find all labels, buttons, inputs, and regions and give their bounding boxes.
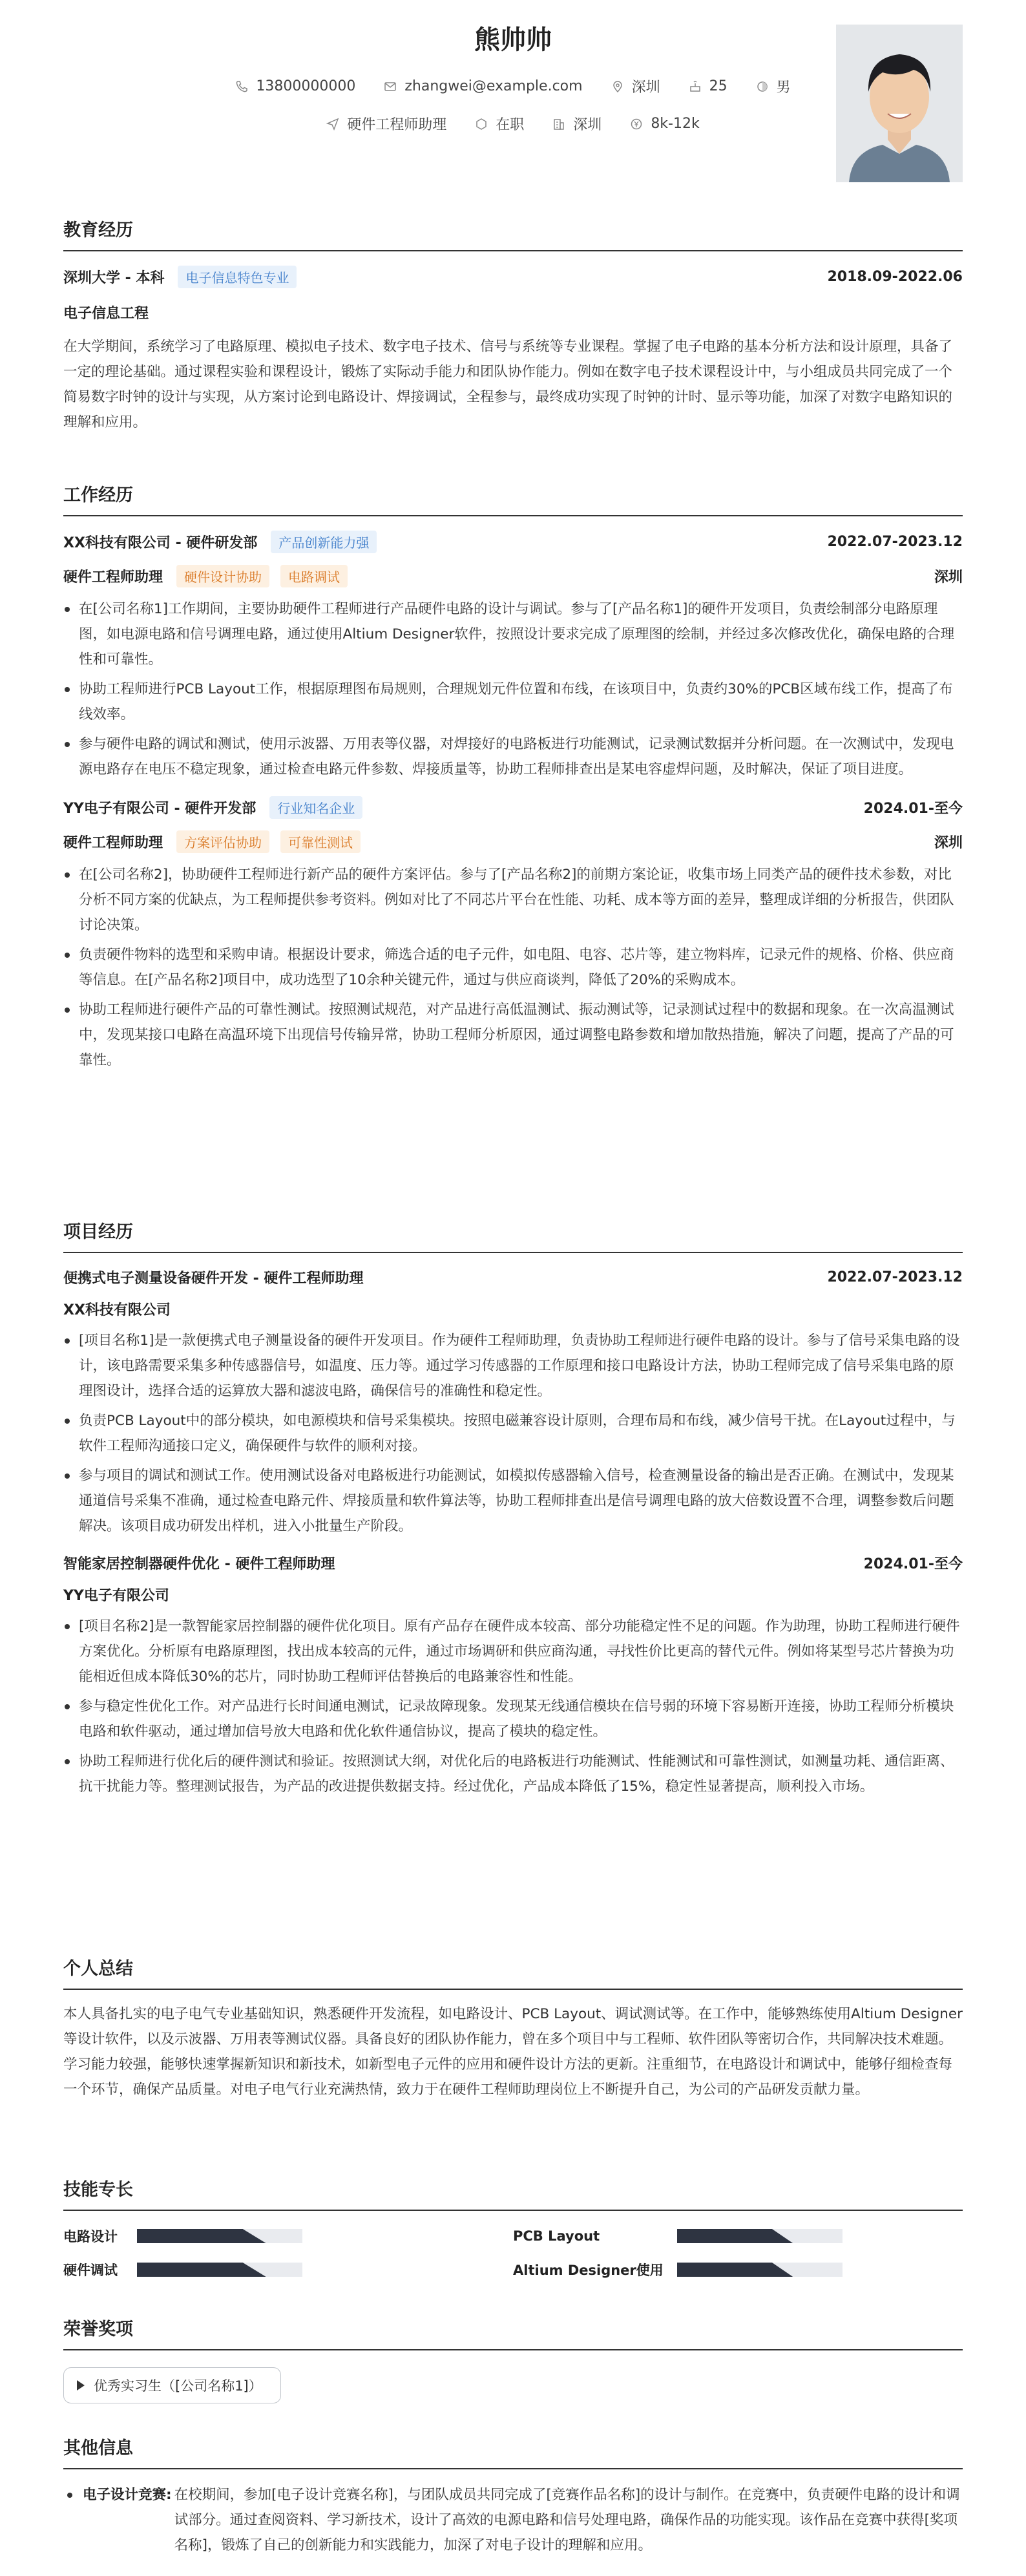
project-entry xyxy=(63,1553,963,1799)
project-bullet: [项目名称2]是一款智能家居控制器的硬件优化项目。原有产品存在硬件成本较高、部分功能稳定性不足的问题。作为助理，协助工程师进行硬件方案优化。分析原有电路原理图，找出成本较高的元件，通过市场调研和供应商沟通，寻找性价比更高的替代元件。例如将某型号芯片替换为功能相近但成本降低30%的芯片，同时协助工程师评估替换后的电路兼容性和性能。 xyxy=(63,1614,963,1689)
skill-item xyxy=(63,2260,513,2279)
job-role: 硬件工程师助理 xyxy=(63,835,163,851)
job-city: 深圳 xyxy=(934,569,963,586)
job-role-row xyxy=(63,830,963,853)
contact-row xyxy=(63,76,963,96)
education-header-row xyxy=(63,266,963,288)
skill-bar xyxy=(137,2263,302,2277)
project-header-row xyxy=(63,1267,963,1287)
project-company: XX科技有限公司 xyxy=(63,1302,171,1318)
salary-text: 8k-12k xyxy=(651,116,700,132)
awards-section xyxy=(63,2315,963,2403)
project-name: 智能家居控制器硬件优化 - 硬件工程师助理 xyxy=(63,1556,335,1572)
project-bullets xyxy=(63,1328,963,1539)
school-name: 深圳大学 - 本科 xyxy=(63,270,165,286)
other-item-label: 电子设计竞赛: xyxy=(83,2487,172,2503)
cake-icon xyxy=(689,80,702,93)
section-title-projects: 项目经历 xyxy=(63,1218,963,1253)
job-city: 深圳 xyxy=(934,835,963,851)
skill-name: 硬件调试 xyxy=(63,2263,118,2278)
major-name: 电子信息工程 xyxy=(63,306,149,322)
send-icon xyxy=(326,118,339,131)
gender-text: 男 xyxy=(776,79,791,96)
job-skill-tag: 可靠性测试 xyxy=(280,830,361,853)
other-item-text: 在校期间，参加[电子设计竞赛名称]，与团队成员共同完成了[竞赛作品名称]的设计与制作。在竞赛中，负责硬件电路的设计和调试部分。通过查阅资料、学习新技术，设计了高效的电源电路和信号处理电路，确保作品的功能实现。该作品在竞赛中获得[奖项名称]，锻炼了自己的创新能力和实践能力，加深了对电子设计的理解和应用。 xyxy=(174,2487,960,2553)
hexagon-icon xyxy=(475,118,488,131)
skill-name: 电路设计 xyxy=(63,2229,118,2244)
city-text: 深圳 xyxy=(631,79,660,96)
skill-name: Altium Designer使用 xyxy=(513,2263,664,2278)
job-skill-tag: 电路调试 xyxy=(280,565,348,587)
status-item xyxy=(475,114,524,134)
skill-bar-fill xyxy=(137,2229,266,2243)
gender-item xyxy=(756,76,791,96)
job-bullets xyxy=(63,596,963,782)
work-city-item xyxy=(552,114,602,134)
location-icon xyxy=(611,80,624,93)
play-triangle-icon xyxy=(77,2380,85,2391)
summary-section xyxy=(63,1954,963,2102)
other-item xyxy=(63,2482,963,2558)
project-date: 2022.07-2023.12 xyxy=(827,1269,963,1285)
section-title-other: 其他信息 xyxy=(63,2434,963,2469)
job-date: 2024.01-至今 xyxy=(863,801,963,817)
education-description: 在大学期间，系统学习了电路原理、模拟电子技术、数字电子技术、信号与系统等专业课程。掌握了电子电路的基本分析方法和设计原理，具备了一定的理论基础。通过课程实验和课程设计，锻炼了实际动手能力和团队协作能力。例如在数字电子技术课程设计中，与小组成员共同完成了一个简易数字时钟的设计与实现，从方案讨论到电路设计、焊接调试，全程参与，最终成功实现了时钟的计时、显示等功能，加深了对数字电路知识的理解和应用。 xyxy=(63,339,953,430)
job-company-tag: 产品创新能力强 xyxy=(271,531,377,553)
skill-name: PCB Layout xyxy=(513,2228,600,2244)
job-bullet: 负责硬件物料的选型和采购申请。根据设计要求，筛选合适的电子元件，如电阻、电容、芯片等，建立物料库，记录元件的规格、价格、供应商等信息。在[产品名称2]项目中，成功选型了10余种关键元件，通过与供应商谈判，降低了20%的采购成本。 xyxy=(63,942,963,993)
phone-item xyxy=(235,78,355,94)
job-company-tag: 行业知名企业 xyxy=(269,796,362,819)
skill-item xyxy=(513,2226,963,2246)
section-title-skills: 技能专长 xyxy=(63,2175,963,2211)
job-bullet: 在[公司名称2]，协助硬件工程师进行新产品的硬件方案评估。参与了[产品名称2]的前期方案论证，收集市场上同类产品的硬件技术参数，对比分析不同方案的优缺点，为工程师提供参考资料。例如对比了不同芯片平台在性能、功耗、成本等方面的差异，整理成详细的分析报告，供团队讨论决策。 xyxy=(63,862,963,938)
project-bullet: [项目名称1]是一款便携式电子测量设备的硬件开发项目。作为硬件工程师助理，负责协助工程师进行硬件电路的设计。参与了信号采集电路的设计，该电路需要采集多种传感器信号，如温度、压力等。通过学习传感器的工作原理和接口电路设计方法，协助工程师完成了信号采集电路的原理图设计，选择合适的运算放大器和滤波电路，确保信号的准确性和稳定性。 xyxy=(63,1328,963,1404)
job-company: YY电子有限公司 - 硬件开发部 xyxy=(63,801,256,817)
job-role-row xyxy=(63,565,963,587)
job-bullet: 协助工程师进行硬件产品的可靠性测试。按照测试规范，对产品进行高低温测试、振动测试等，记录测试过程中的数据和现象。在一次高温测试中，发现某接口电路在高温环境下出现信号传输异常，协助工程师分析原因，通过调整电路参数和增加散热措施，解决了问题，提高了产品的可靠性。 xyxy=(63,997,963,1073)
email-text: zhangwei@example.com xyxy=(404,78,583,94)
skill-bar-fill xyxy=(677,2263,793,2277)
projects-section xyxy=(63,1218,963,1804)
email-item xyxy=(384,78,582,94)
phone-icon xyxy=(235,80,248,93)
education-date: 2018.09-2022.06 xyxy=(827,269,963,285)
phone-text: 13800000000 xyxy=(256,78,356,94)
avatar-illustration xyxy=(836,25,963,182)
skill-bar xyxy=(677,2229,843,2243)
education-tag: 电子信息特色专业 xyxy=(178,266,297,288)
resume-header xyxy=(63,0,963,194)
project-bullet: 负责PCB Layout中的部分模块，如电源模块和信号采集模块。按照电磁兼容设计原则，合理布局和布线，减少信号干扰。在Layout过程中，与软件工程师沟通接口定义，确保硬件与软件的顺利对接。 xyxy=(63,1408,963,1459)
age-item xyxy=(689,78,728,94)
project-name: 便携式电子测量设备硬件开发 - 硬件工程师助理 xyxy=(63,1271,364,1287)
gender-icon xyxy=(756,80,769,93)
job-entry xyxy=(63,796,963,1073)
job-role: 硬件工程师助理 xyxy=(63,569,163,586)
project-bullet: 参与稳定性优化工作。对产品进行长时间通电测试，记录故障现象。发现某无线通信模块在信号弱的环境下容易断开连接，协助工程师分析模块电路和软件驱动，通过增加信号放大电路和优化软件通信协议，提高了模块的稳定性。 xyxy=(63,1694,963,1744)
job-header-row xyxy=(63,531,963,553)
section-title-education: 教育经历 xyxy=(63,216,963,251)
email-icon xyxy=(384,80,397,93)
work-city-text: 深圳 xyxy=(573,117,602,133)
summary-text: 本人具备扎实的电子电气专业基础知识，熟悉硬件开发流程，如电路设计、PCB Layout、调试测试等。在工作中，能够熟练使用Altium Designer等设计软件，以及示波器、万用表等测试仪器。具备良好的团队协作能力，曾在多个项目中与工程师、软件团队等密切合作，共同解决技术难题。学习能力较强，能够快速掌握新知识和新技术，如新型电子元件的应用和硬件设计方法的更新。注重细节，在电路设计和调试中，能够仔细检查每一个环节，确保产品质量。对电子电气行业充满热情，致力于在硬件工程师助理岗位上不断提升自己，为公司的产品研发贡献力量。 xyxy=(63,2006,963,2098)
work-section xyxy=(63,481,963,1077)
skill-item xyxy=(513,2260,963,2279)
skill-bar-fill xyxy=(137,2263,266,2277)
award-text: 优秀实习生（[公司名称1]） xyxy=(94,2378,262,2394)
job-skill-tag: 方案评估协助 xyxy=(176,830,269,853)
job-intent-row xyxy=(63,114,963,134)
project-company: YY电子有限公司 xyxy=(63,1588,169,1604)
job-header-row xyxy=(63,796,963,819)
job-bullet: 协助工程师进行PCB Layout工作，根据原理图布局规则，合理规划元件位置和布线，在该项目中，负责约30%的PCB区域布线工作，提高了布线效率。 xyxy=(63,677,963,727)
building-icon xyxy=(552,118,565,131)
skills-section xyxy=(63,2175,963,2279)
age-text: 25 xyxy=(709,78,728,94)
status-text: 在职 xyxy=(496,117,525,133)
job-company: XX科技有限公司 - 硬件研发部 xyxy=(63,535,258,551)
job-bullets xyxy=(63,862,963,1073)
job-bullet: 在[公司名称1]工作期间，主要协助硬件工程师进行产品硬件电路的设计与调试。参与了[产品名称1]的硬件开发项目，负责绘制部分电路原理图，如电源电路和信号调理电路，通过使用Altium Designer软件，按照设计要求完成了原理图的绘制，并经过多次修改优化，确保电路的合理性和可靠性。 xyxy=(63,596,963,672)
project-bullet: 参与项目的调试和测试工作。使用测试设备对电路板进行功能测试，如模拟传感器输入信号，检查测量设备的输出是否正确。在测试中，发现某通道信号采集不准确，通过检查电路元件、焊接质量和软件算法等，协助工程师排查出是信号调理电路的放大倍数设置不合理，调整参数后问题解决。该项目成功研发出样机，进入小批量生产阶段。 xyxy=(63,1463,963,1539)
job-bullet: 参与硬件电路的调试和测试，使用示波器、万用表等仪器，对焊接好的电路板进行功能测试，记录测试数据并分析问题。在一次测试中，发现电源电路存在电压不稳定现象，通过检查电路元件参数、焊接质量等，协助工程师排查出是某电容虚焊问题，及时解决，保证了项目进度。 xyxy=(63,732,963,782)
section-title-summary: 个人总结 xyxy=(63,1954,963,1990)
skill-bar xyxy=(137,2229,302,2243)
profile-photo xyxy=(836,25,963,182)
project-entry xyxy=(63,1267,963,1539)
section-title-work: 工作经历 xyxy=(63,481,963,516)
bullet-dot xyxy=(67,2493,72,2498)
job-entry xyxy=(63,531,963,782)
skills-grid xyxy=(63,2226,963,2279)
skill-item xyxy=(63,2226,513,2246)
job-target-text: 硬件工程师助理 xyxy=(347,117,447,133)
other-section xyxy=(63,2434,963,2558)
section-title-awards: 荣誉奖项 xyxy=(63,2315,963,2350)
candidate-name: 熊帅帅 xyxy=(474,25,552,55)
project-date: 2024.01-至今 xyxy=(863,1556,963,1572)
job-skill-tag: 硬件设计协助 xyxy=(176,565,269,587)
salary-item xyxy=(630,116,699,132)
education-section xyxy=(63,216,963,435)
project-bullet: 协助工程师进行优化后的硬件测试和验证。按照测试大纲，对优化后的电路板进行功能测试、性能测试和可靠性测试，如测量功耗、通信距离、抗干扰能力等。整理测试报告，为产品的改进提供数据支持。经过优化，产品成本降低了15%，稳定性显著提高，顺利投入市场。 xyxy=(63,1749,963,1799)
skill-bar-fill xyxy=(677,2229,793,2243)
skill-bar xyxy=(677,2263,843,2277)
city-item xyxy=(611,76,660,96)
award-item[interactable] xyxy=(63,2367,281,2403)
project-bullets xyxy=(63,1614,963,1799)
job-date: 2022.07-2023.12 xyxy=(827,534,963,550)
job-target-item xyxy=(326,114,446,134)
project-header-row xyxy=(63,1553,963,1573)
coin-icon xyxy=(630,118,643,131)
